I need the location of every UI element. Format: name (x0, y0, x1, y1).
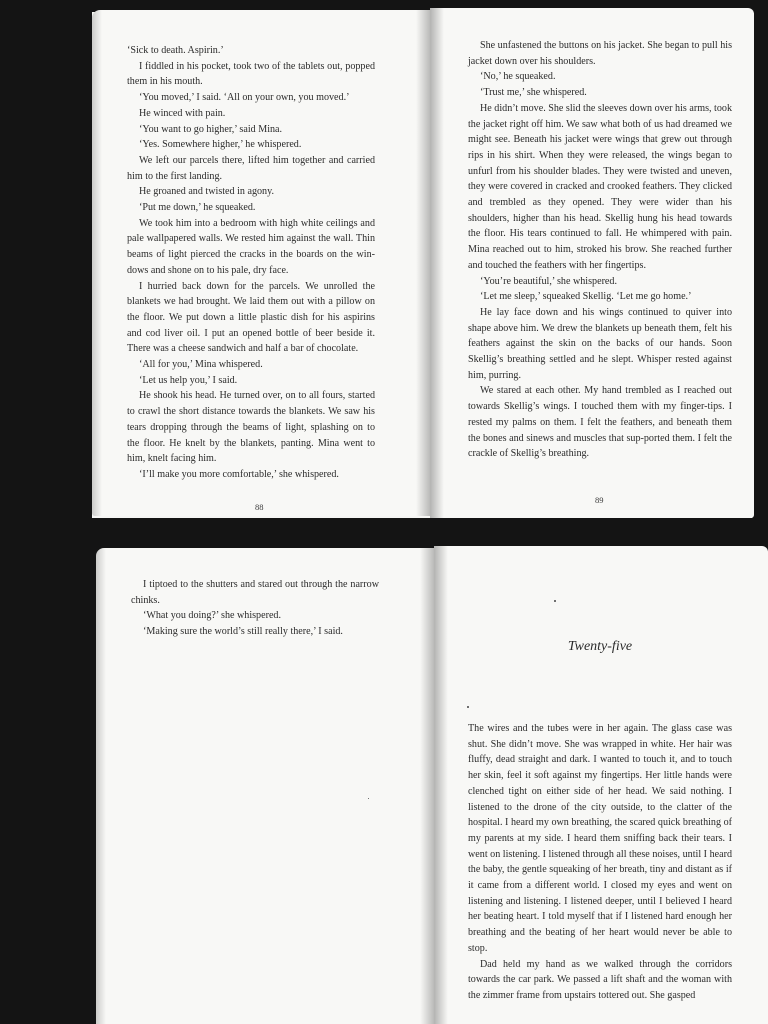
gutter-shadow (420, 548, 434, 1024)
paragraph: I tiptoed to the shutters and stared out through the narrow chinks. (131, 579, 379, 606)
paragraph: ‘No,’ he squeaked. (480, 71, 556, 83)
paragraph: I fiddled in his pocket, took two of the tablets out, popped them in his mouth. (127, 60, 375, 88)
paragraph: ‘Sick to death. Aspirin.’ (127, 45, 224, 56)
page-88 (92, 10, 430, 516)
gutter-shadow (416, 10, 430, 516)
scan-border-left-bottom (0, 540, 98, 1024)
page-89-text (468, 38, 732, 462)
page-90 (96, 548, 434, 1024)
paragraph: He lay face down and his wings continued to quiver into shape above him. We drew the blankets up beneath them, felt his feathers against the skin on the backs of our hands. Soon Skellig’s breathing settled and he slept. Whisper rested against him, purring. (468, 306, 732, 381)
paragraph: ‘What you doing?’ she whispered. (143, 610, 282, 622)
paragraph: ‘Let me sleep,’ squeaked Skellig. ‘Let me go home.’ (480, 291, 692, 303)
page-88-text (127, 43, 375, 483)
paragraph: She unfastened the buttons on his jacket. She began to pull his jacket down over his shoulders. (468, 40, 732, 67)
paragraph: We left our parcels there, lifted him together and carried him to the first landing. (127, 154, 375, 182)
page-90-text (131, 577, 379, 640)
scan-speck (368, 798, 369, 799)
paragraph: ‘I’ll make you more comfortable,’ she whispered. (139, 468, 339, 480)
scan-speck (554, 600, 556, 602)
paragraph: ‘All for you,’ Mina whispered. (139, 359, 263, 371)
page-91-text (468, 721, 732, 1004)
paragraph: ‘You moved,’ I said. ‘All on your own, you moved.’ (139, 92, 350, 104)
page-91 (434, 546, 768, 1024)
paragraph: ‘Trust me,’ she whispered. (480, 87, 587, 99)
paragraph: ‘You want to go higher,’ said Mina. (139, 123, 283, 135)
paragraph: He groaned and twisted in agony. (139, 186, 275, 198)
paragraph: I hurried back down for the parcels. We unrolled the blankets we had brought. We laid them out with a pillow on the floor. We put down a little plastic dish for his aspirins and cod liver oil. I put an opened bottle of beer beside it. There was a cheese sandwich and half a bar of chocolate. (127, 280, 375, 355)
paragraph: ‘Let us help you,’ I said. (139, 374, 238, 386)
paragraph: We stared at each other. My hand trembled as I reached out towards Skellig’s wings. I touched them with my finger-tips. I rested my palms on them. I felt the feathers, and beneath them the bones and sinews and muscles that sup-ported them. I felt the crackle of Skellig’s breathing. (468, 385, 732, 460)
paragraph: ‘Making sure the world’s still really there,’ I said. (143, 626, 343, 638)
paragraph: He didn’t move. She slid the sleeves down over his arms, took the jacket right off him. We saw what both of us had dreamed we might see. Beneath his jacket were wings that grew out through rips in his shirt. When they were released, the wings began to unfurl from his shoulder blades. They were twisted and uneven, they were covered in cracked and crooked feathers. They clicked and trembled as they opened. They were wider than his shoulders, higher than his head. Skellig hung his head towards the floor. His tears continued to fall. He whimpered with pain. Mina reached out to him, stroked his brow. She reached further and touched the feathers with her fingertips. (468, 102, 732, 271)
page-number: 88 (255, 502, 264, 512)
paragraph: He shook his head. He turned over, on to all fours, started to crawl the short distance towards the blankets. We saw his tears dropping through the beams of light, splashing on to the floor. He knelt by the blankets, panting. Mina went to him, knelt facing him. (127, 390, 375, 465)
scan-border-left-top (0, 0, 92, 520)
paragraph: ‘Put me down,’ he squeaked. (139, 202, 256, 214)
page-edge-shadow (96, 548, 106, 1024)
page-edge-shadow (92, 10, 102, 516)
gutter-shadow (430, 8, 444, 518)
page-89 (430, 8, 754, 518)
chapter-title: Twenty-five (567, 639, 633, 654)
paragraph: We took him into a bedroom with high white ceilings and pale wallpapered walls. We rested him against the wall. Thin beams of light pierced the cracks in the boards on the win-dows and shone on to his pale, dry face. (127, 217, 375, 276)
paragraph: ‘You’re beautiful,’ she whispered. (480, 275, 617, 287)
gutter-shadow (434, 546, 448, 1024)
scan-border-right-top (752, 0, 768, 520)
paragraph: Dad held my hand as we walked through the corridors towards the car park. We passed a lift shaft and the woman with the zimmer frame from upstairs tottered out. She gasped (468, 958, 732, 1001)
paragraph: The wires and the tubes were in her again. The glass case was shut. She didn’t move. She was wrapped in white. Her hair was fluffy, dead straight and dark. I wanted to touch it, and to touch her skin, feel it soft against my fingertips. Her little hands were clenched tight on either side of her head. We said nothing. I listened to the drone of the city outside, to the clatter of the hospital. I heard my own breathing, the scared quick breathing of my parents at my side. I heard them sniffing back their tears. I went on listening. I listened through all these noises, until I heard the baby, the gentle squeaking of her breath, tiny and distant as if it came from a different world. I closed my eyes and went on listening and listening. I listened deeper, until I believed I heard her beating heart. I told myself that if I listened hard enough her breathing and the beating of her heart would never be able to stop. (468, 723, 732, 954)
scan-speck (467, 706, 469, 708)
paragraph: He winced with pain. (139, 107, 226, 119)
page-number: 89 (595, 495, 604, 505)
paragraph: ‘Yes. Somewhere higher,’ he whispered. (139, 139, 302, 151)
